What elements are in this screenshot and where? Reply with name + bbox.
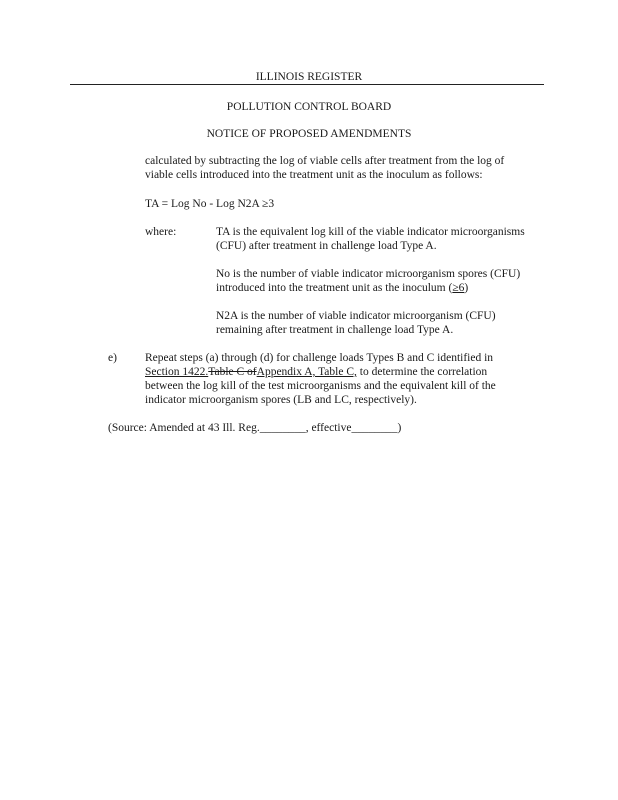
intro-line-2: viable cells introduced into the treatment unit as the inoculum as follows: <box>145 169 483 181</box>
item-e-line-3: between the log kill of the test microorganisms and the equivalent kill of the <box>145 380 496 392</box>
board-title: POLLUTION CONTROL BOARD <box>226 101 392 113</box>
intro-line-1: calculated by subtracting the log of viable cells after treatment from the log of <box>145 155 505 167</box>
inserted-section: Section 1422. <box>145 366 209 378</box>
definition-no-line-2 <box>216 281 468 295</box>
definition-ta-line-2: (CFU) after treatment in challenge load Type A. <box>216 240 437 252</box>
notice-title: NOTICE OF PROPOSED AMENDMENTS <box>206 128 412 140</box>
item-e-line-4: indicator microorganism spores (LB and LC, respectively). <box>145 394 417 406</box>
definition-no-text: introduced into the treatment unit as the inoculum ( <box>216 282 453 294</box>
header-rule <box>70 84 544 85</box>
deleted-text: Table C of <box>208 366 257 378</box>
formula: TA = Log No - Log N2A ≥3 <box>145 198 275 210</box>
register-title: ILLINOIS REGISTER <box>255 71 363 83</box>
item-e-line-1: Repeat steps (a) through (d) for challenge loads Types B and C identified in <box>145 352 494 364</box>
definition-n2a-line-1: N2A is the number of viable indicator microorganism (CFU) <box>216 310 496 322</box>
where-label: where: <box>145 226 177 238</box>
item-e-label: e) <box>108 352 117 364</box>
definition-no-line-1: No is the number of viable indicator microorganism spores (CFU) <box>216 268 521 280</box>
definition-ta-line-1: TA is the equivalent log kill of the viable indicator microorganisms <box>216 226 525 238</box>
item-e-line-2 <box>145 365 487 379</box>
inserted-ge6: ≥6 <box>452 282 465 294</box>
definition-no-close: ) <box>464 282 469 294</box>
definition-n2a-line-2: remaining after treatment in challenge load Type A. <box>216 324 454 336</box>
inserted-appendix: Appendix A, Table C, <box>256 366 357 378</box>
source-note: (Source: Amended at 43 Ill. Reg.________, effective________) <box>108 422 402 434</box>
item-e-line-2-rest: to determine the correlation <box>356 366 488 378</box>
